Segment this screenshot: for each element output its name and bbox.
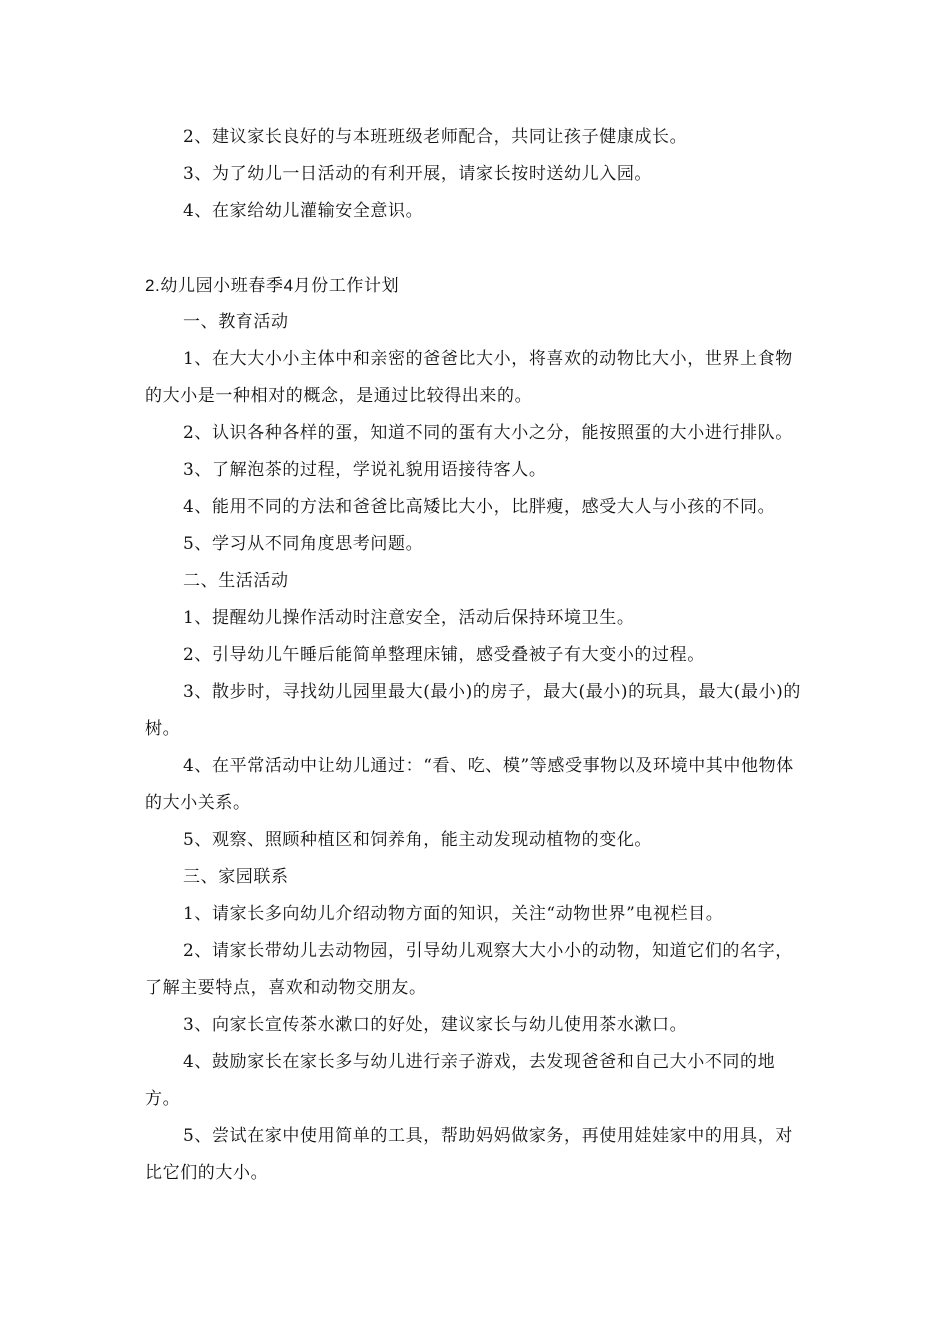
paragraph: 2、请家长带幼儿去动物园，引导幼儿观察大大小小的动物，知道它们的名字，了解主要特点，喜欢和动物交朋友。 <box>145 941 793 998</box>
paragraph: 5、尝试在家中使用简单的工具，帮助妈妈做家务，再使用娃娃家中的用具，对比它们的大小。 <box>145 1126 793 1183</box>
paragraph: 4、在平常活动中让幼儿通过：“看、吃、模”等感受事物以及环境中其中他物体的大小关系。 <box>145 756 794 813</box>
paragraph: 2、引导幼儿午睡后能简单整理床铺，感受叠被子有大变小的过程。 <box>183 645 705 665</box>
paragraph: 3、散步时，寻找幼儿园里最大(最小)的房子，最大(最小)的玩具，最大(最小)的树。 <box>145 682 802 739</box>
paragraph: 4、能用不同的方法和爸爸比高矮比大小，比胖瘦，感受大人与小孩的不同。 <box>183 497 776 517</box>
paragraph: 3、了解泡茶的过程，学说礼貌用语接待客人。 <box>183 460 547 480</box>
section-heading: 三、家园联系 <box>183 867 289 887</box>
paragraph: 3、为了幼儿一日活动的有利开展，请家长按时送幼儿入园。 <box>183 164 653 184</box>
paragraph: 1、请家长多向幼儿介绍动物方面的知识，关注“动物世界”电视栏目。 <box>183 904 724 924</box>
paragraph: 4、鼓励家长在家长多与幼儿进行亲子游戏，去发现爸爸和自己大小不同的地方。 <box>145 1052 776 1109</box>
paragraph: 1、在大大小小主体中和亲密的爸爸比大小，将喜欢的动物比大小，世界上食物的大小是一种相对的概念，是通过比较得出来的。 <box>145 349 793 406</box>
paragraph: 2、认识各种各样的蛋，知道不同的蛋有大小之分，能按照蛋的大小进行排队。 <box>183 423 793 443</box>
paragraph: 5、观察、照顾种植区和饲养角，能主动发现动植物的变化。 <box>183 830 653 850</box>
paragraph: 2、建议家长良好的与本班班级老师配合，共同让孩子健康成长。 <box>183 127 688 147</box>
document-body <box>145 119 810 1192</box>
section-heading: 二、生活活动 <box>183 571 289 591</box>
section-title: 2.幼儿园小班春季4月份工作计划 <box>145 276 400 295</box>
paragraph: 4、在家给幼儿灌输安全意识。 <box>183 201 424 221</box>
section-heading: 一、教育活动 <box>183 312 289 332</box>
paragraph: 3、向家长宣传茶水漱口的好处，建议家长与幼儿使用茶水漱口。 <box>183 1015 688 1035</box>
paragraph: 5、学习从不同角度思考问题。 <box>183 534 424 554</box>
paragraph: 1、提醒幼儿操作活动时注意安全，活动后保持环境卫生。 <box>183 608 635 628</box>
